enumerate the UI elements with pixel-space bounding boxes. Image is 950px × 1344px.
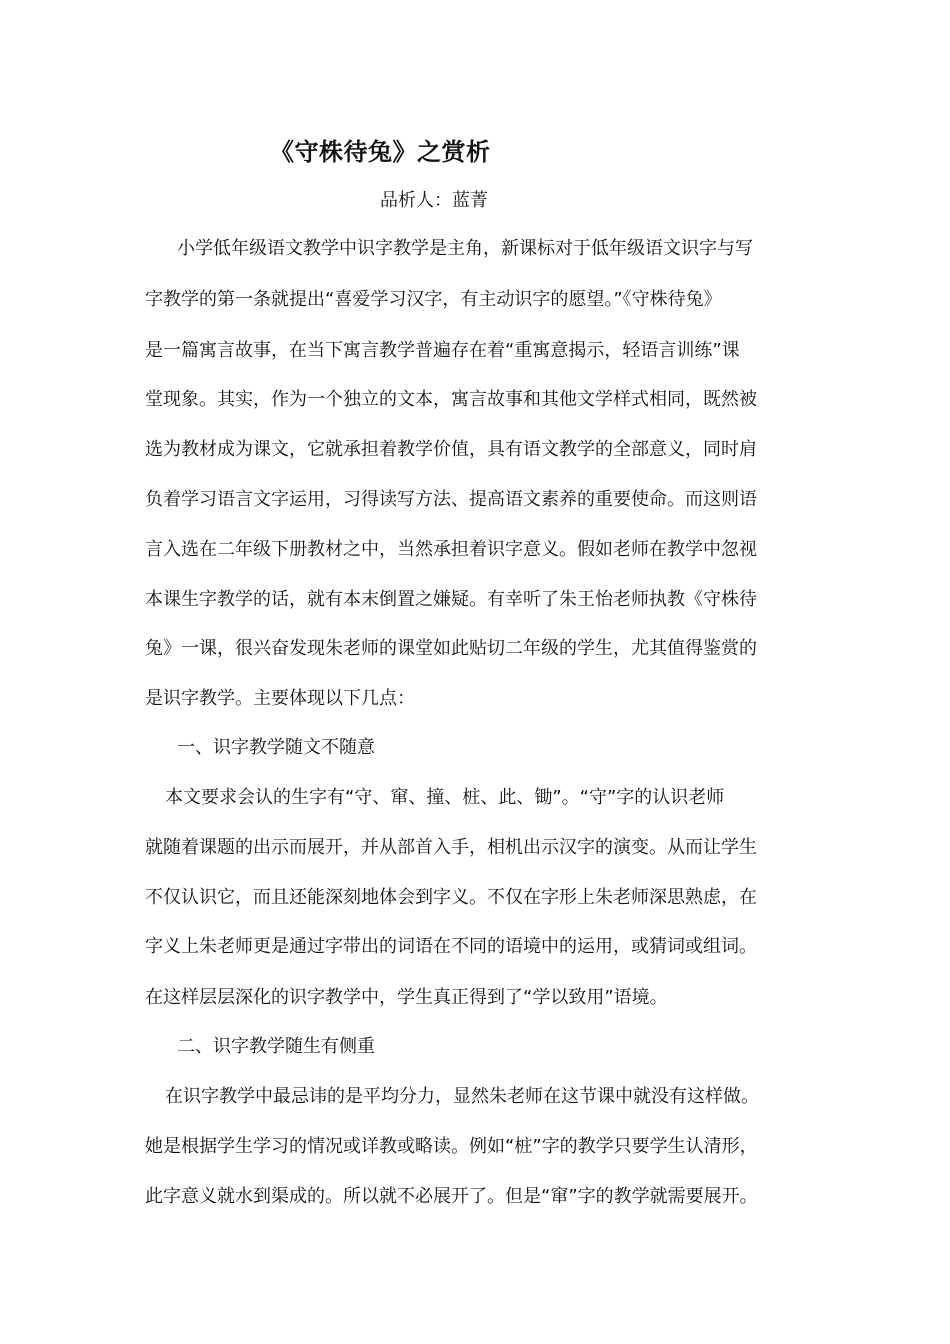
paragraph-line: 此字意义就水到渠成的。所以就不必展开了。但是“窜”字的教学就需要展开。 <box>145 1186 758 1207</box>
paragraph-line: 本文要求会认的生字有“守、窜、撞、桩、此、锄”。“守”字的认识老师 <box>165 787 725 808</box>
paragraph-line: 选为教材成为课文，它就承担着教学价值，具有语文教学的全部意义，同时肩 <box>145 439 757 460</box>
paragraph-line: 是识字教学。主要体现以下几点： <box>145 688 415 709</box>
document-title: 《守株待兔》之赏析 <box>270 138 491 166</box>
paragraph-line: 兔》一课，很兴奋发现朱老师的课堂如此贴切二年级的学生，尤其值得鉴赏的 <box>145 638 757 659</box>
paragraph-line: 在识字教学中最忌讳的是平均分力，显然朱老师在这节课中就没有这样做。 <box>165 1086 759 1107</box>
paragraph-line: 本课生字教学的话，就有本末倒置之嫌疑。有幸听了朱王怡老师执教《守株待 <box>145 589 757 610</box>
paragraph-line: 是一篇寓言故事，在当下寓言教学普遍存在着“重寓意揭示，轻语言训练”课 <box>145 340 740 361</box>
section-heading-1: 一、识字教学随文不随意 <box>177 737 375 758</box>
paragraph-line: 字教学的第一条就提出“喜爱学习汉字，有主动识字的愿望。”《守株待兔》 <box>145 289 722 310</box>
section-heading-2: 二、识字教学随生有侧重 <box>177 1036 375 1057</box>
paragraph-line: 负着学习语言文字运用，习得读写方法、提高语文素养的重要使命。而这则语 <box>145 489 757 510</box>
paragraph-line: 言入选在二年级下册教材之中，当然承担着识字意义。假如老师在教学中忽视 <box>145 539 757 560</box>
paragraph-line: 不仅认识它，而且还能深刻地体会到字义。不仅在字形上朱老师深思熟虑，在 <box>145 887 757 908</box>
author-line: 品析人：蓝菁 <box>380 190 488 211</box>
paragraph-line: 小学低年级语文教学中识字教学是主角，新课标对于低年级语文识字与写 <box>177 238 753 259</box>
paragraph-line: 堂现象。其实，作为一个独立的文本，寓言故事和其他文学样式相同，既然被 <box>145 389 757 410</box>
paragraph-line: 在这样层层深化的识字教学中，学生真正得到了“学以致用”语境。 <box>145 987 668 1008</box>
paragraph-line: 字义上朱老师更是通过字带出的词语在不同的语境中的运用，或猜词或组词。 <box>145 936 757 957</box>
paragraph-line: 她是根据学生学习的情况或详教或略读。例如“桩”字的教学只要学生认清形， <box>145 1136 758 1157</box>
paragraph-line: 就随着课题的出示而展开，并从部首入手，相机出示汉字的演变。从而让学生 <box>145 837 757 858</box>
